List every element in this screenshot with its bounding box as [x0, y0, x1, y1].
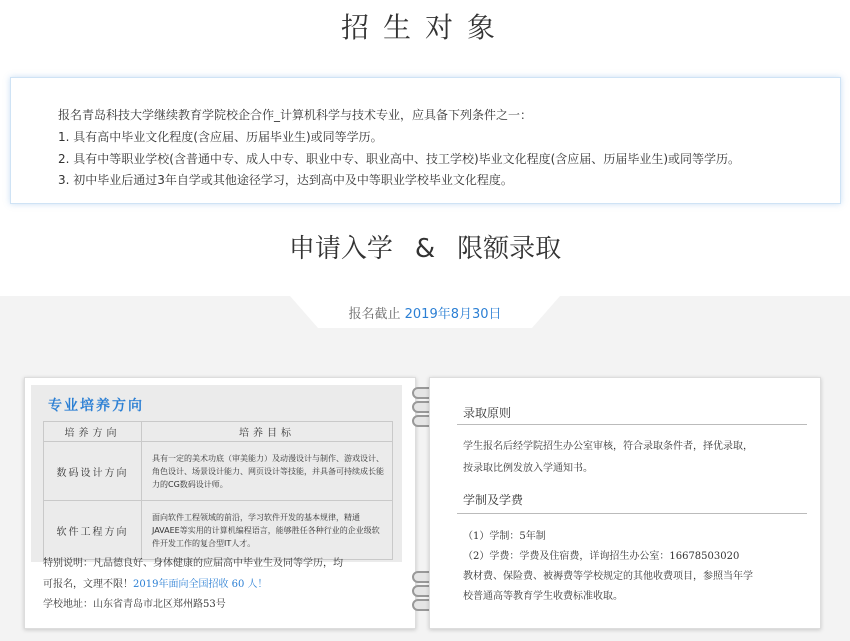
tuition-heading: 学制及学费	[463, 493, 524, 507]
deadline-text	[318, 303, 532, 322]
school-address: 学校地址：山东省青岛市北区郑州路53号	[43, 599, 226, 610]
table-cell-direction: 数码设计方向	[44, 442, 142, 501]
deadline-date: 2019年8月30日	[404, 307, 502, 322]
table-row	[44, 501, 393, 560]
eligibility-item-2: 2. 具有中等职业学校(含普通中专、成人中专、职业中专、职业高中、技工学校)毕业文化程度(含应届、历届毕业生)或同等学历。	[58, 152, 740, 166]
deadline-label: 报名截止	[348, 307, 401, 322]
table-cell-direction: 软件工程方向	[44, 501, 142, 560]
table-row	[44, 442, 393, 501]
admission-principle-text-1: 学生报名后经学院招生办公室审核，符合录取条件者，择优录取，	[463, 441, 753, 452]
special-note-line2	[43, 575, 268, 590]
notebook	[24, 377, 822, 629]
tuition-item-4: 校普通高等教育学生收费标准收取。	[463, 591, 623, 602]
special-note-line2-text: 可报名，文理不限！	[43, 579, 133, 590]
special-note-line1: 特别说明：凡品德良好、身体健康的应届高中毕业生及同等学历，均	[43, 558, 343, 569]
program-panel	[31, 385, 402, 562]
eligibility-box	[10, 77, 841, 204]
notebook-left-page	[24, 377, 416, 629]
section-title-apply	[0, 228, 850, 265]
apply-title-right: 限额录取	[457, 234, 562, 264]
enrollment-highlight: 2019年面向全国招收 60 人！	[133, 579, 268, 590]
divider	[457, 424, 807, 425]
eligibility-intro: 报名青岛科技大学继续教育学院校企合作_计算机科学与技术专业，应具备下列条件之一：	[58, 108, 533, 122]
program-title: 专业培养方向	[48, 398, 144, 414]
tuition-item-2: （2）学费：学费及住宿费，详询招生办公室：16678503020	[463, 551, 740, 562]
notebook-right-page	[429, 377, 821, 629]
admission-principle-text-2: 按录取比例发放入学通知书。	[463, 463, 593, 474]
apply-title-left: 申请入学	[288, 234, 393, 264]
table-cell-goal: 面向软件工程领域的前沿，学习软件开发的基本规律，精通JAVAEE等实用的计算机编程语言，能够胜任各种行业的企业级软件开发工作的复合型IT人才。	[142, 501, 393, 560]
admission-principle-heading: 录取原则	[463, 406, 512, 420]
divider	[457, 513, 807, 514]
table-cell-goal: 具有一定的美术功底（审美能力）及动漫设计与制作、游戏设计、角色设计、场景设计能力、网页设计等技能，并具备可持续成长能力的CG数码设计师。	[142, 442, 393, 501]
tuition-item-1: （1）学制：5年制	[463, 531, 546, 542]
table-header-direction: 培养方向	[44, 422, 142, 442]
eligibility-item-3: 3. 初中毕业后通过3年自学或其他途径学习，达到高中及中等职业学校毕业文化程度。	[58, 173, 513, 187]
table-header-goal: 培养目标	[142, 422, 393, 442]
tuition-item-3: 教材费、保险费、被褥费等学校规定的其他收费项目，参照当年学	[463, 571, 753, 582]
eligibility-item-1: 1. 具有高中毕业文化程度(含应届、历届毕业生)或同等学历。	[58, 130, 383, 144]
apply-title-amp: &	[414, 234, 436, 264]
program-table	[43, 421, 393, 560]
section-title-admission-target: 招生对象	[340, 11, 509, 44]
